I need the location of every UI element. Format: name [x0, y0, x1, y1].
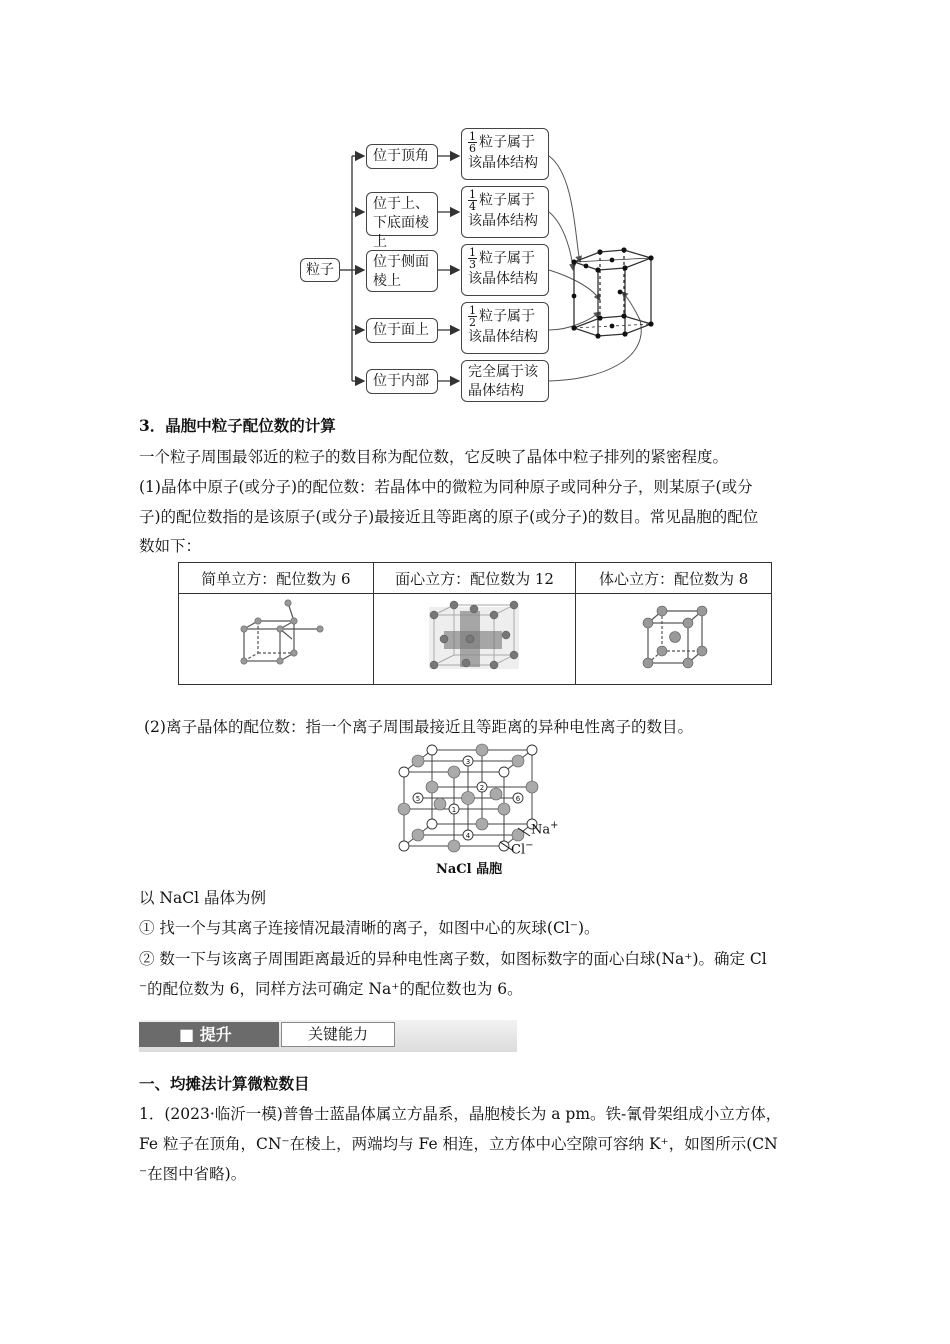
root-particle-box [300, 258, 340, 282]
position-label: 位于内部 [373, 373, 429, 389]
position-label: 位于上、下底面棱上 [373, 196, 429, 250]
position-edge-box [366, 192, 438, 250]
banner-tag: ■ 提升 [139, 1022, 279, 1047]
root-label: 粒子 [306, 262, 334, 278]
paragraph: 一个粒子周围最邻近的粒子的数目称为配位数，它反映了晶体中粒子排列的紧密程度。 [139, 448, 729, 466]
denominator: 2 [469, 316, 476, 329]
numerator: 1 [469, 188, 476, 201]
fraction-box-1-4 [461, 186, 549, 238]
header-simple-cubic: 简单立方：配位数为 6 [179, 563, 374, 594]
na-charge: + [550, 820, 559, 831]
fcc-figure [414, 597, 534, 677]
fraction-text: 粒子属于 [479, 308, 535, 325]
fcc-cell [373, 594, 576, 685]
hexagonal-prism-figure [574, 250, 651, 336]
section-heading: 一、均摊法计算微粒数目 [139, 1074, 310, 1093]
position-corner-box [366, 144, 438, 169]
banner-title: 关键能力 [281, 1022, 395, 1047]
question-text: 1．(2023·临沂一模)普鲁士蓝晶体属立方晶系，晶胞棱长为 a pm。铁-氰骨架组成小立方体， [139, 1105, 782, 1123]
fraction-text: 粒子属于 [479, 134, 535, 151]
position-label: 位于侧面棱上 [373, 254, 429, 289]
fraction [468, 247, 477, 270]
position-face-box [366, 318, 438, 343]
fraction-box-1-2 [461, 302, 549, 354]
ball-number: 6 [515, 795, 521, 803]
ball-number: 4 [465, 832, 471, 840]
ball-number: 1 [451, 806, 457, 814]
na-label [531, 820, 559, 837]
fraction-text: 粒子属于 [479, 250, 535, 267]
paragraph: 以 NaCl 晶体为例 [139, 889, 266, 907]
question-text: ⁻在图中省略)。 [139, 1165, 247, 1183]
coordination-table [178, 562, 772, 685]
cl-charge: − [525, 840, 534, 851]
fraction-box-1-6 [461, 128, 549, 180]
inside-text: 完全属于该 [468, 364, 538, 380]
numerator: 1 [469, 130, 476, 143]
paragraph: (2)离子晶体的配位数：指一个离子周围最接近且等距离的异种电性离子的数目。 [144, 718, 693, 736]
ball-number: 2 [479, 784, 485, 792]
numerator: 1 [469, 304, 476, 317]
fraction [468, 305, 477, 328]
simple-cubic-cell [179, 594, 374, 685]
fraction-text: 粒子属于 [479, 192, 535, 209]
ball-number: 3 [465, 758, 471, 766]
paragraph: 数如下： [139, 537, 202, 555]
header-bcc: 体心立方：配位数为 8 [576, 563, 772, 594]
paragraph: ② 数一下与该离子周围距离最近的异种电性离子数，如图标数字的面心白球(Na⁺)。确定 Cl [139, 950, 767, 968]
position-side-edge-box [366, 250, 438, 292]
paragraph: ⁻的配位数为 6，同样方法可确定 Na⁺的配位数也为 6。 [139, 980, 523, 998]
fraction-text: 该晶体结构 [468, 213, 538, 229]
denominator: 4 [469, 200, 476, 213]
nacl-numbered-balls [392, 742, 567, 862]
bcc-cell [576, 594, 772, 685]
paragraph: (1)晶体中原子(或分子)的配位数：若晶体中的微粒为同种原子或同种分子，则某原子(或分 [139, 478, 753, 496]
cl-label [511, 840, 534, 857]
cl-text: Cl [511, 842, 526, 858]
paragraph: 子)的配位数指的是该原子(或分子)最接近且等距离的原子(或分子)的数目。常见晶胞的配位 [139, 508, 759, 526]
position-label: 位于顶角 [373, 148, 429, 164]
simple-cubic-figure [216, 597, 336, 677]
inside-box [461, 360, 549, 402]
fraction-text: 该晶体结构 [468, 155, 538, 171]
bcc-figure [614, 597, 734, 677]
header-fcc: 面心立方：配位数为 12 [373, 563, 576, 594]
question-text: Fe 粒子在顶角，CN⁻在棱上，两端均与 Fe 相连，立方体中心空隙可容纳 K⁺，如图所示(CN [139, 1135, 778, 1153]
section-banner [139, 1020, 517, 1052]
paragraph: ① 找一个与其离子连接情况最清晰的离子，如图中心的灰球(Cl⁻)。 [139, 919, 600, 937]
inside-text: 晶体结构 [468, 383, 524, 399]
figure-caption: NaCl 晶胞 [436, 862, 503, 877]
denominator: 3 [469, 258, 476, 271]
position-inside-box [366, 369, 438, 394]
fraction [468, 189, 477, 212]
fraction [468, 131, 477, 154]
ball-number: 5 [415, 795, 421, 803]
na-text: Na [531, 822, 551, 838]
fraction-box-1-3 [461, 244, 549, 296]
section-heading: 3．晶胞中粒子配位数的计算 [139, 416, 336, 435]
numerator: 1 [469, 246, 476, 259]
fraction-text: 该晶体结构 [468, 329, 538, 345]
position-label: 位于面上 [373, 322, 429, 338]
fraction-text: 该晶体结构 [468, 271, 538, 287]
denominator: 6 [469, 142, 476, 155]
